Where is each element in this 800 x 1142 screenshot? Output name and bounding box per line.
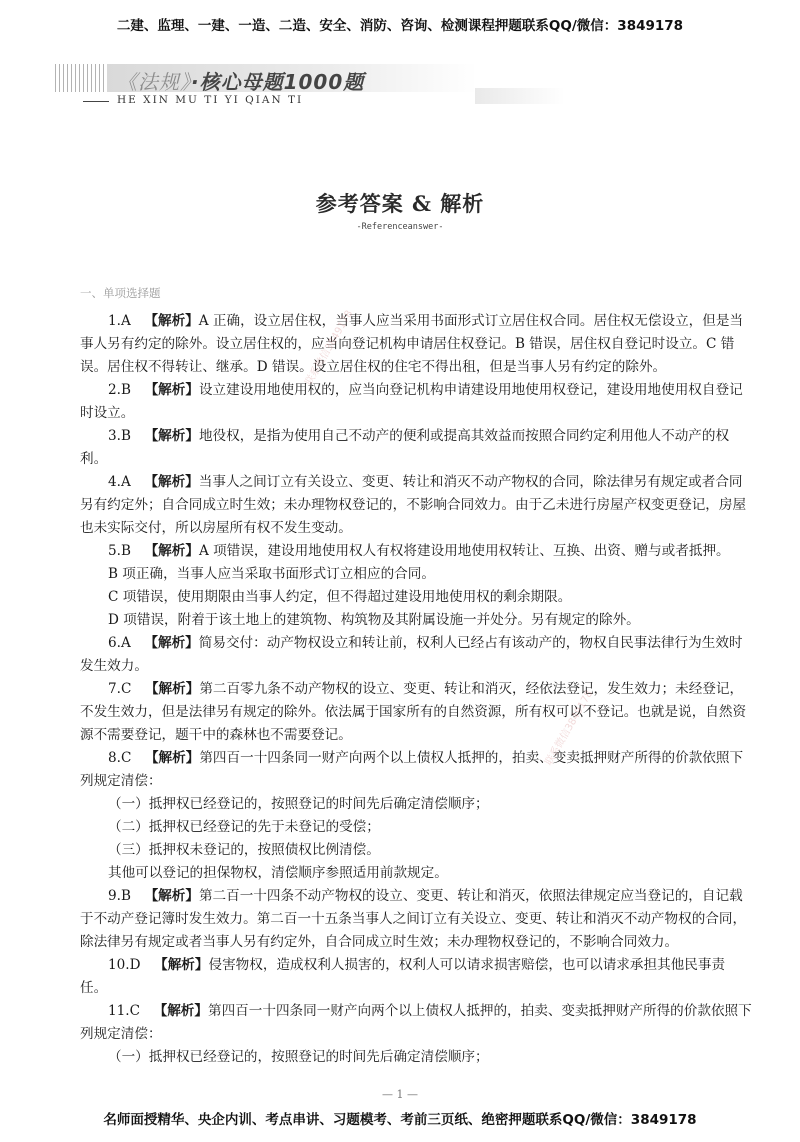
section-subtitle: -Referenceanswer- — [356, 222, 444, 232]
answer-text: 第二百一十四条不动产物权的设立、变更、转让和消灭，依照法律规定应当登记的，自记载于不动产登记簿时发生效力。第二百一十五条当事人之间订立有关设立、变更、转让和消灭不动产物权的合同，除法律另有规定或者当事人另有约定外，自合同成立时生效；未办理物权登记的，不影响合同效力。 — [80, 888, 747, 950]
answer-paragraph — [80, 563, 752, 586]
answer-paragraph — [80, 793, 752, 816]
analysis-tag: 【解析】 — [144, 313, 199, 329]
answer-number: 9.B — [108, 888, 131, 904]
answer-text: 第四百一十四条同一财产向两个以上债权人抵押的，拍卖、变卖抵押财产所得的价款依照下列规定清偿： — [80, 1003, 752, 1042]
analysis-tag: 【解析】 — [144, 681, 200, 697]
answer-paragraph — [80, 1046, 752, 1069]
answer-number: 2.B — [108, 382, 131, 398]
answer-text: 侵害物权，造成权利人损害的，权利人可以请求损害赔偿，也可以请求承担其他民事责任。 — [80, 957, 726, 996]
answer-paragraph — [80, 586, 752, 609]
answer-number: 11.C — [108, 1003, 141, 1019]
analysis-tag: 【解析】 — [144, 543, 199, 559]
watermark: 联系微信3849178 — [303, 308, 356, 388]
book-title-prefix: 《法规》 — [117, 70, 191, 94]
answer-text: 当事人之间订立有关设立、变更、转让和消灭不动产物权的合同，除法律另有规定或者合同另有约定外；自合同成立时生效；未办理物权登记的，不影响合同效力。由于乙未进行房屋产权变更登记，房屋也未实际交付，所以房屋所有权不发生变动。 — [80, 474, 747, 536]
answer-number: 10.D — [108, 957, 141, 973]
answer-paragraph — [80, 678, 752, 747]
book-title — [117, 66, 364, 95]
answer-paragraph — [80, 425, 752, 471]
answer-text: （二）抵押权已经登记的先于未登记的受偿； — [108, 819, 380, 835]
answer-paragraph — [80, 379, 752, 425]
answer-text: 其他可以登记的担保物权，清偿顺序参照适用前款规定。 — [108, 865, 448, 881]
answer-number: 7.C — [108, 681, 132, 697]
answer-paragraph — [80, 862, 752, 885]
book-pinyin: HE XIN MU TI YI QIAN TI — [117, 94, 304, 106]
answer-paragraph — [80, 609, 752, 632]
answer-text: （三）抵押权未登记的，按照债权比例清偿。 — [108, 842, 380, 858]
answer-text: 设立建设用地使用权的，应当向登记机构申请建设用地使用权登记，建设用地使用权自登记时设立。 — [80, 382, 743, 421]
book-title-suffix: ·核心母题1000题 — [191, 70, 365, 94]
answer-paragraph — [80, 954, 752, 1000]
pinyin-rule — [83, 101, 109, 102]
answer-paragraph — [80, 632, 752, 678]
section-title: 参考答案 & 解析 — [315, 191, 485, 216]
book-header — [55, 60, 755, 110]
answer-text: （一）抵押权已经登记的，按照登记的时间先后确定清偿顺序； — [108, 1049, 489, 1065]
analysis-tag: 【解析】 — [144, 382, 199, 398]
answer-text: A 正确，设立居住权，当事人应当采用书面形式订立居住权合同。居住权无偿设立，但是当事人另有约定的除外。设立居住权的，应当向登记机构申请居住权登记。B 错误，居住权自登记时设立。C 错误。居住权不得转让、继承。D 错误。设立居住权的住宅不得出租，但是当事人另有约定的除外。 — [80, 313, 744, 375]
answer-number: 6.A — [108, 635, 131, 651]
analysis-tag: 【解析】 — [153, 1003, 208, 1019]
top-banner: 二建、监理、一建、一造、二造、安全、消防、咨询、检测课程押题联系QQ/微信：3849178 — [116, 18, 684, 34]
answer-list — [80, 310, 752, 1069]
answer-text: 地役权，是指为使用自己不动产的便利或提高其效益而按照合同约定利用他人不动产的权利。 — [80, 428, 730, 467]
answer-number: 8.C — [108, 750, 132, 766]
analysis-tag: 【解析】 — [144, 474, 199, 490]
part-heading: 一、单项选择题 — [80, 286, 161, 300]
analysis-tag: 【解析】 — [144, 635, 199, 651]
answer-paragraph — [80, 310, 752, 379]
answer-text: A 项错误，建设用地使用权人有权将建设用地使用权转让、互换、出资、赠与或者抵押。 — [198, 543, 730, 559]
header-stripes-decoration — [55, 64, 105, 92]
page-number: — 1 — — [382, 1088, 418, 1101]
answer-text: 第四百一十四条同一财产向两个以上债权人抵押的，拍卖、变卖抵押财产所得的价款依照下列规定清偿： — [80, 750, 744, 789]
analysis-tag: 【解析】 — [144, 888, 199, 904]
answer-text: 第二百零九条不动产物权的设立、变更、转让和消灭，经依法登记，发生效力；未经登记，不发生效力，但是法律另有规定的除外。依法属于国家所有的自然资源，所有权可以不登记。也就是说，自然资源不需要登记，题干中的森林也不需要登记。 — [80, 681, 747, 743]
analysis-tag: 【解析】 — [144, 750, 200, 766]
answer-paragraph — [80, 885, 752, 954]
answer-text: D 项错误，附着于该土地上的建筑物、构筑物及其附属设施一并处分。另有规定的除外。 — [108, 612, 640, 628]
answer-number: 5.B — [108, 543, 131, 559]
scan-smudge — [475, 88, 565, 104]
answer-paragraph — [80, 471, 752, 540]
analysis-tag: 【解析】 — [144, 428, 199, 444]
answer-paragraph — [80, 540, 752, 563]
answer-text: 简易交付：动产物权设立和转让前，权利人已经占有该动产的，物权自民事法律行为生效时发生效力。 — [80, 635, 743, 674]
answer-text: （一）抵押权已经登记的，按照登记的时间先后确定清偿顺序； — [108, 796, 489, 812]
answer-number: 4.A — [108, 474, 131, 490]
answer-paragraph — [80, 816, 752, 839]
analysis-tag: 【解析】 — [154, 957, 209, 973]
bottom-banner: 名师面授精华、央企内训、考点串讲、习题模考、考前三页纸、绝密押题联系QQ/微信：3849178 — [103, 1112, 697, 1128]
answer-paragraph — [80, 1000, 752, 1046]
answer-text: C 项错误，使用期限由当事人约定，但不得超过建设用地使用权的剩余期限。 — [108, 589, 572, 605]
answer-paragraph — [80, 839, 752, 862]
watermark: 联系微信3849178 — [543, 688, 596, 768]
answer-text: B 项正确，当事人应当采取书面形式订立相应的合同。 — [108, 566, 435, 582]
answer-number: 3.B — [108, 428, 131, 444]
answer-number: 1.A — [108, 313, 131, 329]
answer-paragraph — [80, 747, 752, 793]
